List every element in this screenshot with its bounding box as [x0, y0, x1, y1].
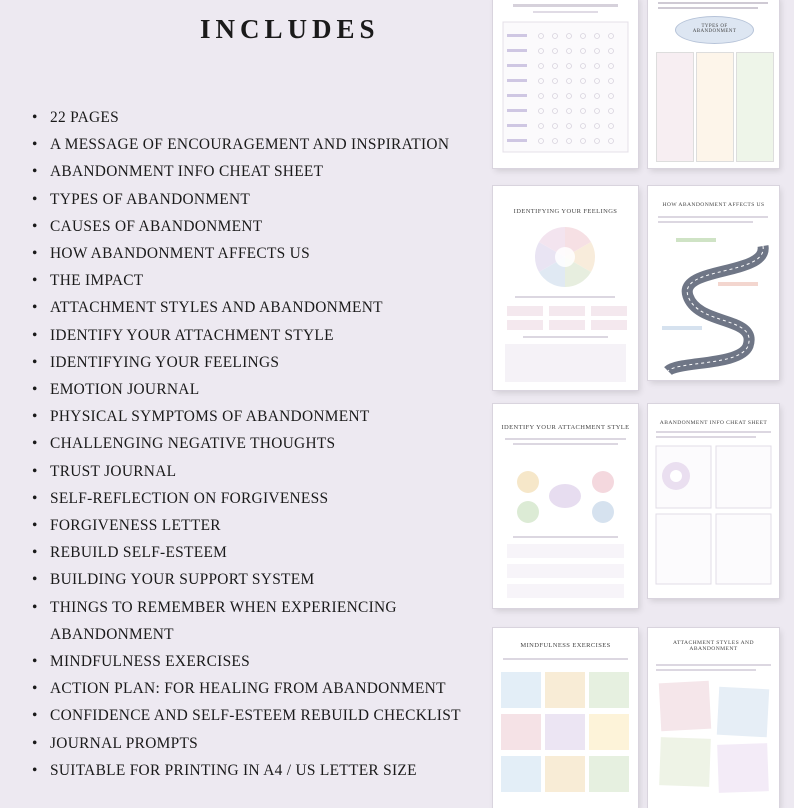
preview-page-cheat-sheet — [648, 404, 779, 598]
attachment-notes-graphic — [648, 628, 779, 808]
preview-page-attachment — [648, 628, 779, 808]
list-item: • THINGS TO REMEMBER WHEN EXPERIENCING ABANDONMENT — [30, 594, 490, 648]
symptoms-grid-graphic — [493, 0, 638, 168]
page-title: IDENTIFY YOUR ATTACHMENT STYLE — [501, 424, 630, 431]
preview-page-types — [648, 0, 779, 168]
list-item: • SELF-REFLECTION ON FORGIVENESS — [30, 485, 490, 512]
page-title: HOW ABANDONMENT AFFECTS US — [662, 202, 765, 208]
page-title: ATTACHMENT STYLES AND ABANDONMENT — [673, 640, 754, 652]
preview-page-attachment-style — [493, 404, 638, 608]
list-item: • A MESSAGE OF ENCOURAGEMENT AND INSPIRATION — [30, 131, 490, 158]
feelings-wheel-graphic — [493, 186, 638, 390]
list-item: • SUITABLE FOR PRINTING IN A4 / US LETTER SIZE — [30, 757, 490, 784]
list-item: • ACTION PLAN: FOR HEALING FROM ABANDONMENT — [30, 675, 490, 702]
list-item: • ABANDONMENT INFO CHEAT SHEET — [30, 158, 490, 185]
preview-page-affects — [648, 186, 779, 380]
preview-page-mindfulness — [493, 628, 638, 808]
list-item: • MINDFULNESS EXERCISES — [30, 648, 490, 675]
list-item: • JOURNAL PROMPTS — [30, 730, 490, 757]
list-item: • TRUST JOURNAL — [30, 458, 490, 485]
list-item: • TYPES OF ABANDONMENT — [30, 186, 490, 213]
page-title: IDENTIFYING YOUR FEELINGS — [513, 208, 618, 215]
list-item: • EMOTION JOURNAL — [30, 376, 490, 403]
list-item: • 22 PAGES — [30, 104, 490, 131]
list-item: • CHALLENGING NEGATIVE THOUGHTS — [30, 430, 490, 457]
includes-list — [30, 104, 490, 784]
road-graphic — [648, 186, 779, 380]
list-item: • REBUILD SELF-ESTEEM — [30, 539, 490, 566]
types-column-2 — [696, 52, 734, 162]
list-item: • HOW ABANDONMENT AFFECTS US — [30, 240, 490, 267]
list-item: • THE IMPACT — [30, 267, 490, 294]
types-title-bubble: TYPES OF ABANDONMENT — [675, 16, 754, 44]
list-item: • BUILDING YOUR SUPPORT SYSTEM — [30, 566, 490, 593]
cheat-sheet-graphic — [648, 404, 779, 598]
list-item: • ATTACHMENT STYLES AND ABANDONMENT — [30, 294, 490, 321]
page-title: MINDFULNESS EXERCISES — [520, 642, 611, 649]
preview-page-symptoms — [493, 0, 638, 168]
attachment-style-graphic — [493, 404, 638, 608]
list-item: • CAUSES OF ABANDONMENT — [30, 213, 490, 240]
list-item: • IDENTIFY YOUR ATTACHMENT STYLE — [30, 322, 490, 349]
list-item: • IDENTIFYING YOUR FEELINGS — [30, 349, 490, 376]
preview-page-feelings — [493, 186, 638, 390]
mindfulness-graphic — [493, 628, 638, 808]
types-column-3 — [736, 52, 774, 162]
types-column-1 — [656, 52, 694, 162]
page-title: ABANDONMENT INFO CHEAT SHEET — [659, 420, 768, 426]
list-item: • FORGIVENESS LETTER — [30, 512, 490, 539]
includes-heading: INCLUDES — [200, 14, 380, 44]
list-item: • PHYSICAL SYMPTOMS OF ABANDONMENT — [30, 403, 490, 430]
list-item: • CONFIDENCE AND SELF-ESTEEM REBUILD CHECKLIST — [30, 702, 490, 729]
